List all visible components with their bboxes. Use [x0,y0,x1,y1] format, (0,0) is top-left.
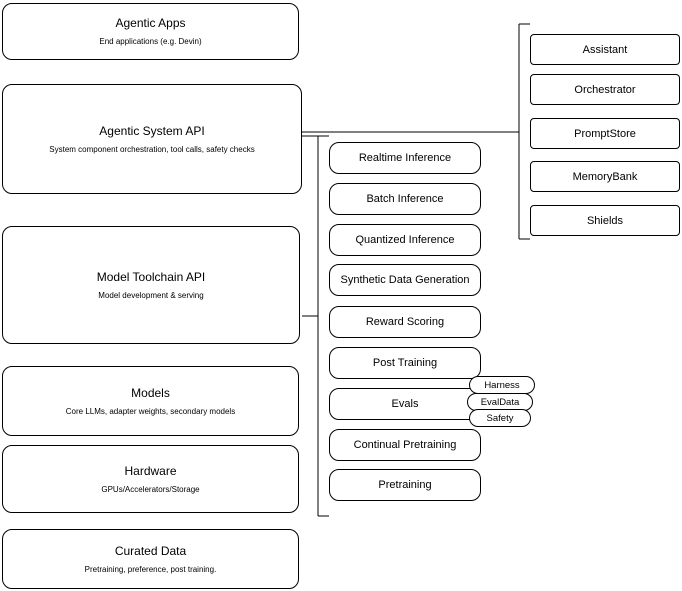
node-subtitle: GPUs/Accelerators/Storage [101,484,200,494]
node-label: EvalData [480,396,520,408]
node-label: Orchestrator [574,83,636,96]
node-label: Synthetic Data Generation [340,274,470,286]
node-agentic-apps[interactable] [2,3,299,60]
node-hardware[interactable] [2,445,299,513]
node-quantized-inference[interactable] [329,224,481,256]
node-label: Post Training [372,357,438,369]
node-promptstore[interactable] [530,118,680,149]
node-title: Agentic Apps [115,16,186,30]
node-continual-pretraining[interactable] [329,429,481,461]
node-curated-data[interactable] [2,529,299,589]
node-subtitle: End applications (e.g. Devin) [99,37,202,46]
node-label: Assistant [582,43,628,56]
node-label: Continual Pretraining [353,439,457,451]
node-harness[interactable] [469,376,535,394]
node-synthetic-data-generation[interactable] [329,264,481,296]
node-label: Safety [486,412,514,424]
node-label: Realtime Inference [358,152,452,164]
node-title: Hardware [124,463,177,478]
node-subtitle: Pretraining, preference, post training. [84,564,217,574]
node-evals[interactable] [329,388,481,420]
node-subtitle: Core LLMs, adapter weights, secondary models [65,406,236,416]
node-shields[interactable] [530,205,680,236]
node-subtitle: System component orchestration, tool calls, safety checks [49,144,255,154]
node-label: Quantized Inference [355,234,455,246]
node-label: Evals [391,398,419,410]
node-label: Pretraining [378,479,432,491]
node-title: Curated Data [114,543,187,558]
node-post-training[interactable] [329,347,481,379]
node-models[interactable] [2,366,299,436]
node-label: PromptStore [574,127,636,140]
node-reward-scoring[interactable] [329,306,481,338]
node-model-toolchain-api[interactable] [2,226,300,344]
node-agentic-system-api[interactable] [2,84,302,194]
node-memorybank[interactable] [530,161,680,192]
node-label: Shields [586,214,624,227]
node-batch-inference[interactable] [329,183,481,215]
node-label: MemoryBank [572,170,638,183]
node-title: Model Toolchain API [96,269,206,284]
node-label: Harness [484,379,520,391]
node-title: Agentic System API [99,123,205,138]
node-safety[interactable] [469,409,531,427]
node-title: Models [131,385,170,400]
node-realtime-inference[interactable] [329,142,481,174]
node-subtitle: Model development & serving [98,290,204,300]
node-assistant[interactable] [530,34,680,65]
node-pretraining[interactable] [329,469,481,501]
node-label: Reward Scoring [365,316,445,328]
node-label: Batch Inference [366,193,444,205]
node-orchestrator[interactable] [530,74,680,105]
